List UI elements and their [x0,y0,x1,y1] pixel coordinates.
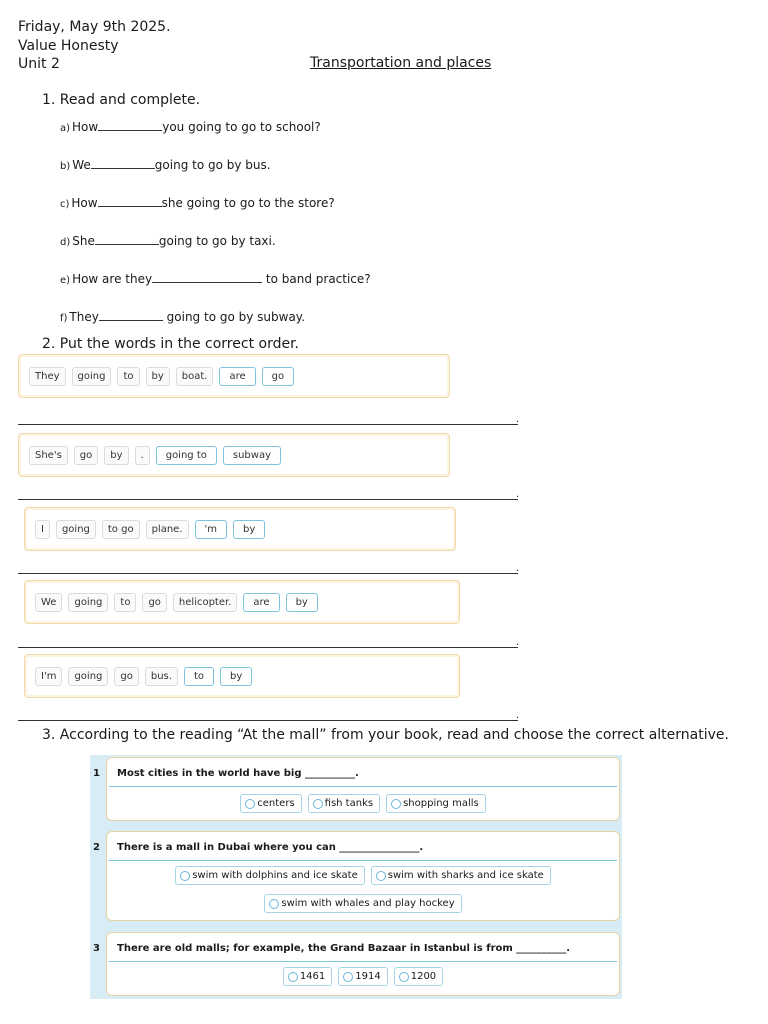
word-tile[interactable]: to [117,367,139,386]
item-f: f) They going to go by subway. [60,310,306,324]
item-a: a) How you going to go to school? [60,120,321,134]
word-tile[interactable]: We [35,593,62,612]
option-fish-tanks[interactable]: fish tanks [308,794,380,813]
word-tile[interactable]: going [72,367,112,386]
section3-heading: 3. According to the reading “At the mall” from your book, read and choose the correct alternative. [42,727,729,743]
word-tile-highlighted[interactable]: to [184,667,214,686]
word-tile-highlighted[interactable]: going to [156,446,217,465]
quiz-question-1 [93,757,620,821]
word-order-row-5 [24,654,460,698]
word-tile[interactable]: plane. [146,520,189,539]
option-row [107,794,619,813]
answer-line[interactable] [18,647,518,648]
radio-icon[interactable] [245,799,255,809]
word-tile[interactable]: go [142,593,166,612]
radio-icon[interactable] [180,871,190,881]
item-b: b) We going to go by bus. [60,158,271,172]
word-tile[interactable]: going [56,520,96,539]
word-tile[interactable]: helicopter. [173,593,237,612]
option-row [107,894,619,913]
fill-blank[interactable] [91,156,155,169]
word-order-row-4 [24,580,460,624]
divider [109,860,617,861]
section2-heading: 2. Put the words in the correct order. [42,336,300,352]
word-tile[interactable]: I'm [35,667,62,686]
option-shopping-malls[interactable]: shopping malls [386,794,486,813]
option-1914[interactable]: 1914 [338,967,387,986]
answer-period: . [516,710,520,721]
fill-blank[interactable] [98,194,162,207]
radio-icon[interactable] [313,799,323,809]
question-text: Most cities in the world have big __________. [117,768,359,779]
question-number: 1 [93,768,100,779]
item-e: e) How are they to band practice? [60,272,371,286]
fill-blank[interactable] [152,270,262,283]
answer-period: . [516,637,520,648]
question-number: 3 [93,943,100,954]
radio-icon[interactable] [343,972,353,982]
word-order-row-2 [18,433,450,477]
word-tile[interactable]: by [104,446,128,465]
word-tile[interactable]: She's [29,446,68,465]
radio-icon[interactable] [269,899,279,909]
value-line: Value Honesty [18,38,119,54]
word-tile-highlighted[interactable]: are [219,367,255,386]
word-tile-highlighted[interactable]: 'm [195,520,228,539]
divider [109,786,617,787]
section1-heading: 1. Read and complete. [42,92,201,108]
word-tile[interactable]: to go [102,520,140,539]
radio-icon[interactable] [391,799,401,809]
radio-icon[interactable] [399,972,409,982]
fill-blank[interactable] [98,118,162,131]
answer-line[interactable] [18,424,518,425]
word-order-row-3 [24,507,456,551]
radio-icon[interactable] [288,972,298,982]
word-tile-highlighted[interactable]: by [233,520,265,539]
word-tile[interactable]: I [35,520,50,539]
question-number: 2 [93,842,100,853]
answer-line[interactable] [18,720,518,721]
question-text: There are old malls; for example, the Grand Bazaar in Istanbul is from __________. [117,943,571,954]
quiz-question-3 [93,932,620,996]
option-row [107,967,619,986]
word-tile-highlighted[interactable]: by [220,667,252,686]
word-tile[interactable]: boat. [176,367,214,386]
answer-line[interactable] [18,499,518,500]
answer-period: . [516,489,520,500]
option-whales[interactable]: swim with whales and play hockey [264,894,461,913]
item-c: c) How she going to go to the store? [60,196,335,210]
word-tile-highlighted[interactable]: go [262,367,294,386]
mall-quiz-panel [90,755,622,999]
option-1461[interactable]: 1461 [283,967,332,986]
word-tile[interactable]: They [29,367,66,386]
option-sharks[interactable]: swim with sharks and ice skate [371,866,551,885]
radio-icon[interactable] [376,871,386,881]
word-tile[interactable]: going [68,593,108,612]
date-line: Friday, May 9th 2025. [18,19,171,35]
answer-period: . [516,414,520,425]
fill-blank[interactable] [95,232,159,245]
word-tile-highlighted[interactable]: are [243,593,279,612]
item-d: d) She going to go by taxi. [60,234,276,248]
answer-period: . [516,563,520,574]
answer-line[interactable] [18,573,518,574]
word-tile[interactable]: to [114,593,136,612]
word-order-row-1 [18,354,450,398]
word-tile[interactable]: go [74,446,98,465]
fill-blank[interactable] [99,308,163,321]
divider [109,961,617,962]
option-1200[interactable]: 1200 [394,967,443,986]
option-centers[interactable]: centers [240,794,301,813]
option-row [107,866,619,885]
word-tile[interactable]: . [135,446,150,465]
word-tile[interactable]: by [146,367,170,386]
option-dolphins[interactable]: swim with dolphins and ice skate [175,866,365,885]
quiz-question-2 [93,831,620,921]
worksheet-title: Transportation and places [310,55,492,71]
word-tile[interactable]: go [114,667,138,686]
question-text: There is a mall in Dubai where you can ________________. [117,842,424,853]
word-tile[interactable]: going [68,667,108,686]
word-tile-highlighted[interactable]: subway [223,446,281,465]
word-tile[interactable]: bus. [145,667,178,686]
word-tile-highlighted[interactable]: by [286,593,318,612]
unit-line: Unit 2 [18,56,60,72]
